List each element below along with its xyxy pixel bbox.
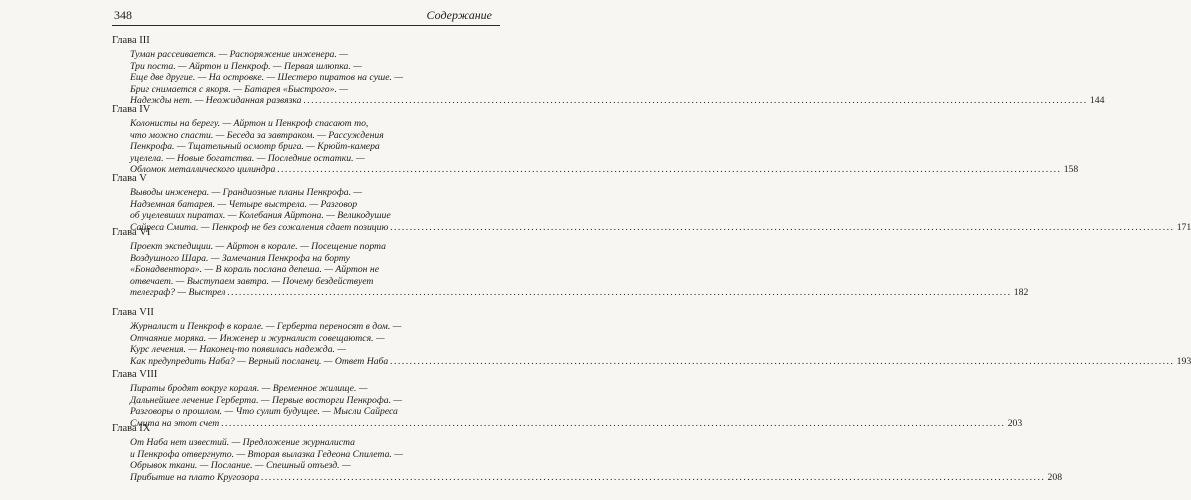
chapter-title: Глава VII xyxy=(112,307,154,318)
contents-line: уцелела. — Новые богатства. — Последние остатки. — xyxy=(130,152,365,164)
contents-line: что можно спасти. — Беседа за завтраком. — Рассуждения xyxy=(130,129,384,141)
contents-line: Курс лечения. — Наконец-то появилась надежда. — xyxy=(130,344,346,356)
contents-line-text: Обломок металлического цилиндра xyxy=(130,164,276,176)
dot-leader: ........................................................................................................................................................................................................ xyxy=(303,95,1088,107)
contents-line: Бриг снимается с якоря. — Батарея «Быстрого». — xyxy=(130,83,348,95)
contents-line: Журналист и Пенкроф в корале. — Герберта переносят в дом. — xyxy=(130,321,402,332)
contents-line: Туман рассеивается. — Распоряжение инженера. — xyxy=(130,49,348,60)
section-title: Содержание xyxy=(426,8,492,22)
contents-line: От Наба нет известий. — Предложение журналиста xyxy=(130,437,355,448)
chapter-contents xyxy=(130,437,1063,483)
contents-last-line xyxy=(130,355,1191,368)
chapter-contents xyxy=(130,118,1079,176)
contents-line: Разговоры о прошлом. — Что сулит будущее. — Мысли Сайреса xyxy=(130,406,398,418)
contents-line: Отчаяние моряка. — Инженер и журналист совещаются. — xyxy=(130,332,385,344)
chapter-contents xyxy=(130,49,1105,107)
chapter-entry xyxy=(112,173,1191,233)
contents-line-text: Как предупредить Наба? — Верный посланец. — Ответ Наба xyxy=(130,355,389,367)
contents-line: отвечает. — Выступаем завтра. — Почему бездействует xyxy=(130,275,374,287)
contents-line: об уцелевших пиратах. — Колебания Айртона. — Великодушие xyxy=(130,210,391,222)
chapter-entry xyxy=(112,35,1105,107)
contents-line: Три поста. — Айртон и Пенкроф. — Первая шлюпка. — xyxy=(130,60,362,72)
dot-leader: ........................................................................................................................................................................................................ xyxy=(277,164,1062,176)
page-ref: 203 xyxy=(1007,417,1023,429)
contents-line-text: Смита на этот счет xyxy=(130,417,220,429)
contents-line: Пираты бродят вокруг кораля. — Временное жилище. — xyxy=(130,383,368,394)
contents-line: Дальнейшее лечение Герберта. — Первые восторги Пенкрофа. — xyxy=(130,394,403,406)
contents-line: Выводы инженера. — Грандиозные планы Пенкрофа. — xyxy=(130,187,363,198)
contents-line-text: Сайреса Смита. — Пенкроф не без сожаления сдает позицию xyxy=(130,221,389,233)
contents-line: Воздушного Шара. — Замечания Пенкрофа на борту xyxy=(130,252,350,264)
chapter-title: Глава VIII xyxy=(112,369,158,380)
contents-line-text: телеграф? — Выстрел xyxy=(130,287,226,299)
chapter-entry xyxy=(112,307,1191,367)
chapter-title: Глава VI xyxy=(112,227,151,238)
contents-line: Пенкрофа. — Тщательный осмотр брига. — Крюйт-камера xyxy=(130,141,380,153)
dot-leader: ........................................................................................................................................................................................................ xyxy=(390,221,1175,233)
contents-line: Колонисты на берегу. — Айртон и Пенкроф спасают то, xyxy=(130,118,369,129)
contents-line-text: Надежды нет. — Неожиданная развязка xyxy=(130,95,302,107)
contents-line: «Бонадвентора». — В кораль послана депеша. — Айртон не xyxy=(130,264,379,276)
chapter-contents xyxy=(130,321,1191,367)
chapter-entry xyxy=(112,227,1029,299)
chapter-title: Глава IV xyxy=(112,104,151,115)
chapter-entry xyxy=(112,369,1023,429)
chapter-contents xyxy=(130,241,1029,299)
chapter-title: Глава V xyxy=(112,173,147,184)
contents-line-text: Прибытие на плато Кругозора xyxy=(130,471,260,483)
contents-line: Обрывок ткани. — Послание. — Спешный отъезд. — xyxy=(130,460,351,472)
page-ref: 182 xyxy=(1013,287,1029,299)
dot-leader: ........................................................................................................................................................................................................ xyxy=(261,471,1046,483)
page-ref: 158 xyxy=(1063,164,1079,176)
page-header xyxy=(112,8,492,24)
chapter-title: Глава IX xyxy=(112,423,151,434)
page-ref: 208 xyxy=(1047,471,1063,483)
contents-line: и Пенкрофа отвергнуто. — Вторая вылазка Гедеона Спилета. — xyxy=(130,448,403,460)
page-ref: 144 xyxy=(1089,95,1105,107)
header-rule xyxy=(112,25,500,26)
chapter-title: Глава III xyxy=(112,35,150,46)
contents-last-line xyxy=(130,287,1029,299)
dot-leader: ........................................................................................................................................................................................................ xyxy=(227,287,1012,299)
contents-line: Надземная батарея. — Четыре выстрела. — Разговор xyxy=(130,198,358,210)
chapter-entry xyxy=(112,104,1079,176)
page-ref: 193 xyxy=(1176,355,1191,367)
contents-line: Еще две другие. — На островке. — Шестеро пиратов на суше. — xyxy=(130,72,403,84)
page-ref: 171 xyxy=(1176,221,1191,233)
contents-line: Проект экспедиции. — Айртон в корале. — Посещение порта xyxy=(130,241,387,252)
contents-last-line xyxy=(130,471,1063,484)
page-number: 348 xyxy=(114,8,132,22)
dot-leader: ........................................................................................................................................................................................................ xyxy=(390,355,1175,367)
dot-leader: ........................................................................................................................................................................................................ xyxy=(221,417,1006,429)
